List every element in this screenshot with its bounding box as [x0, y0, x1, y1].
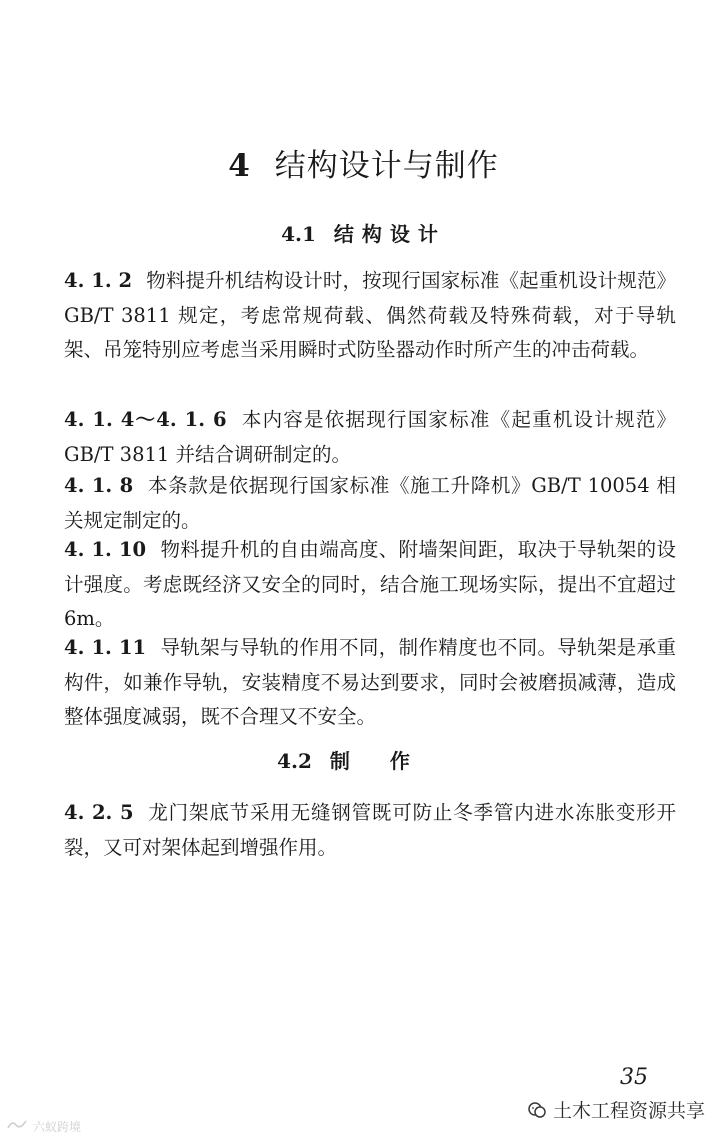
chapter-title-text: 结构设计与制作 — [274, 148, 499, 184]
clause-number: 4. 1. 8 — [64, 474, 134, 497]
chapter-title — [0, 140, 727, 185]
section-heading-4-1 — [0, 218, 727, 247]
clause-number: 4. 2. 5 — [64, 801, 134, 824]
section-title-text: 结构设计 — [333, 222, 446, 246]
clause-number: 4. 1. 11 — [64, 636, 147, 659]
clause-text: 本内容是依据现行国家标准《起重机设计规范》GB/T 3811 并结合调研制定的。 — [64, 408, 676, 466]
clause-4-1-2 — [64, 264, 676, 368]
clause-4-1-8 — [64, 469, 676, 538]
clause-number: 4. 1. 2 — [64, 269, 133, 292]
clause-text: 本条款是依据现行国家标准《施工升降机》GB/T 10054 相关规定制定的。 — [64, 474, 676, 532]
section-title-text: 制作 — [329, 749, 450, 773]
wechat-icon — [527, 1100, 547, 1120]
section-heading-4-2 — [0, 745, 727, 774]
section-number: 4.2 — [277, 749, 312, 773]
chapter-number: 4 — [228, 148, 251, 184]
clause-number: 4. 1. 10 — [64, 538, 147, 561]
brand-logo-icon — [6, 1118, 28, 1135]
clause-4-1-10 — [64, 533, 676, 637]
clause-text: 龙门架底节采用无缝钢管既可防止冬季管内进水冻胀变形开裂，又可对架体起到增强作用。 — [64, 801, 676, 859]
watermark-brand — [6, 1118, 81, 1135]
section-number: 4.1 — [281, 222, 316, 246]
watermark-account — [527, 1096, 705, 1123]
watermark-brand-text: 六蚁跨境 — [33, 1120, 82, 1134]
clause-text: 物料提升机的自由端高度、附墙架间距，取决于导轨架的设计强度。考虑既经济又安全的同时，结合施工现场实际，提出不宜超过 6m。 — [64, 538, 676, 630]
clause-text: 物料提升机结构设计时，按现行国家标准《起重机设计规范》GB/T 3811 规定，考虑常规荷载、偶然荷载及特殊荷载，对于导轨架、吊笼特别应考虑当采用瞬时式防坠器动作时所产生的冲击荷载。 — [64, 269, 676, 361]
clause-number: 4. 1. 4～4. 1. 6 — [64, 408, 227, 431]
page-number: 35 — [620, 1065, 648, 1090]
clause-text: 导轨架与导轨的作用不同，制作精度也不同。导轨架是承重构件，如兼作导轨，安装精度不易达到要求，同时会被磨损减薄，造成整体强度减弱，既不合理又不安全。 — [64, 636, 676, 728]
clause-4-1-11 — [64, 631, 676, 735]
clause-4-2-5 — [64, 796, 676, 865]
watermark-account-text: 土木工程资源共享 — [552, 1100, 705, 1122]
clause-4-1-4-to-4-1-6 — [64, 403, 676, 472]
